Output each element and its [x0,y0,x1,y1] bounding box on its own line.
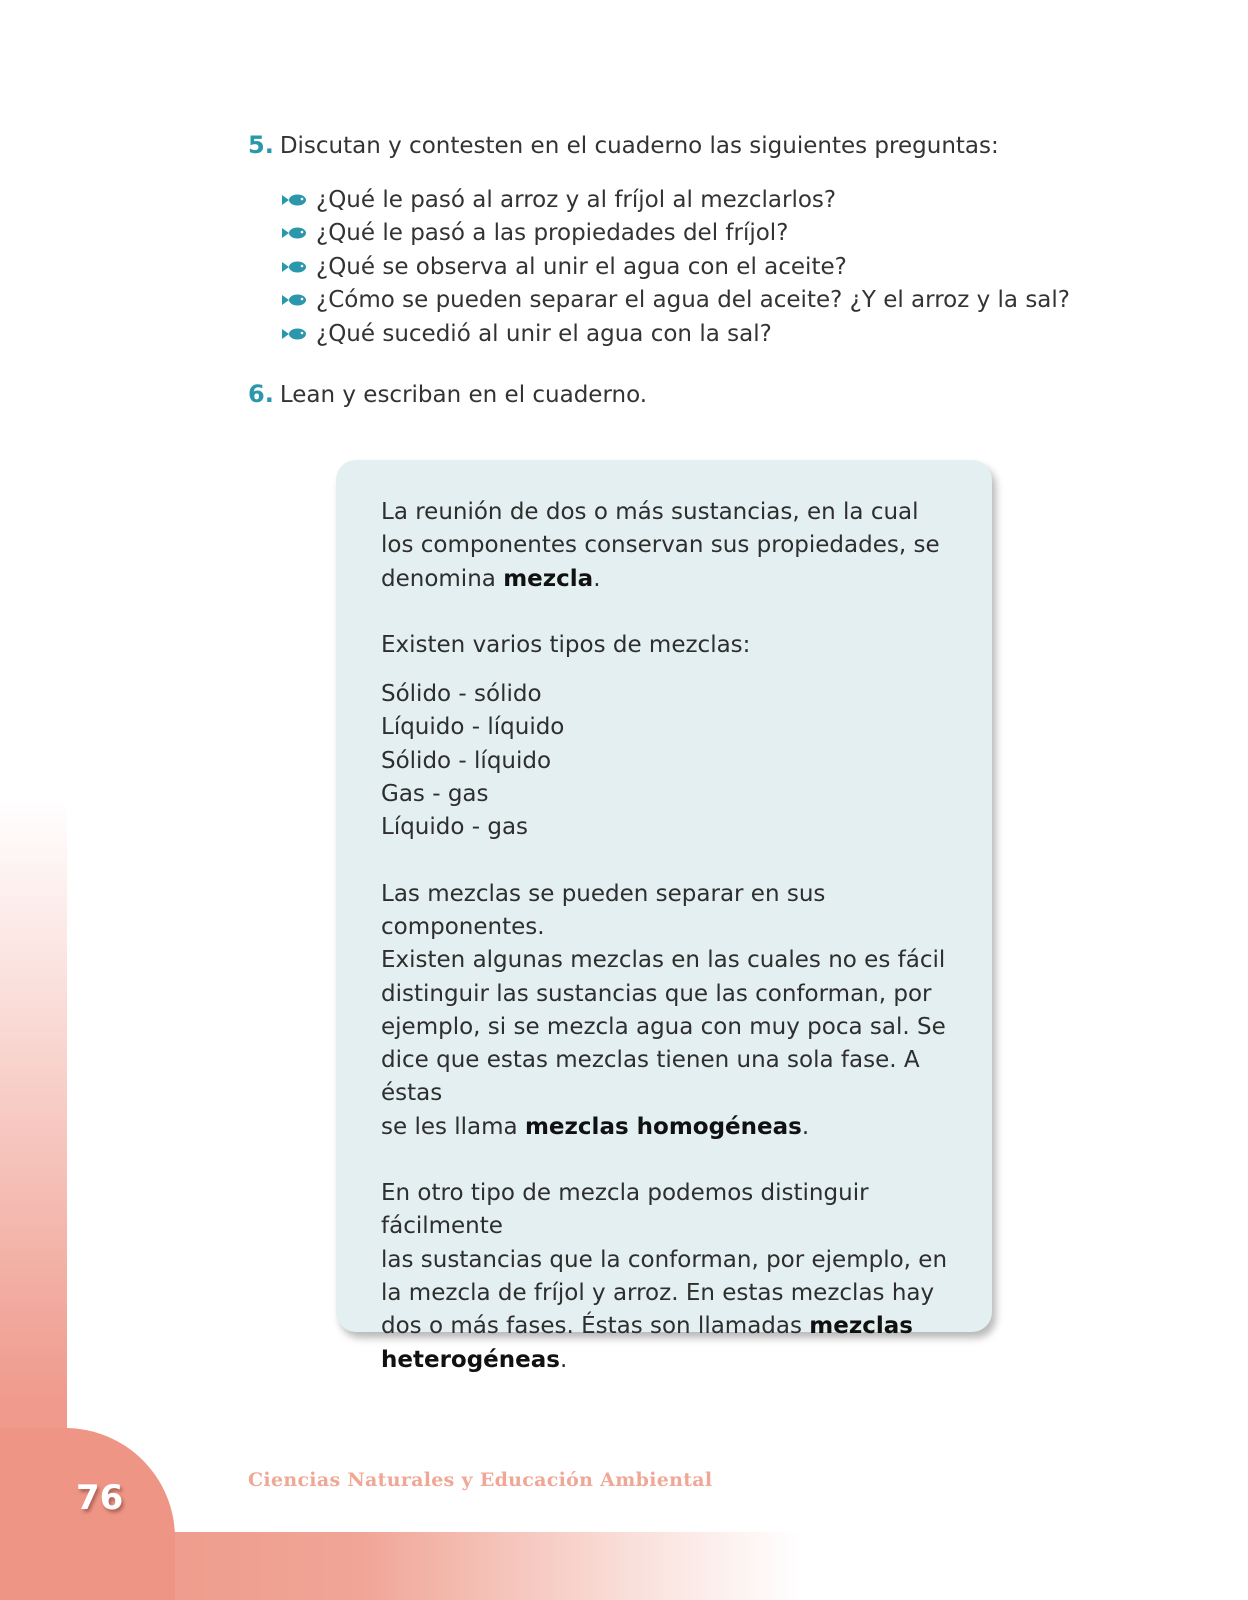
box-line [381,1344,952,1377]
box-line [381,1310,952,1343]
fish-icon [281,193,307,207]
question-list [281,183,1070,351]
mixture-type: Líquido - líquido [381,714,565,741]
box-line: distinguir las sustancias que las conforman, por [381,980,932,1007]
list-item [281,250,1070,284]
footer-book-title: Ciencias Naturales y Educación Ambiental [248,1469,713,1491]
list-item-text: ¿Qué sucedió al unir el agua con la sal? [316,320,772,347]
box-text: dos o más fases. Éstas son llamadas [381,1313,810,1340]
box-text: . [593,565,601,592]
mixture-type: Sólido - líquido [381,747,552,774]
term-mezclas: mezclas [809,1313,913,1340]
question-5 [248,131,999,159]
box-line [381,563,952,596]
fish-icon [281,260,307,274]
box-line: las sustancias que la conforman, por ejemplo, en [381,1246,948,1273]
box-line: la mezcla de fríjol y arroz. En estas mezclas hay [381,1279,935,1306]
question-6-number: 6. [248,380,274,408]
list-item-text: ¿Qué le pasó al arroz y al fríjol al mezclarlos? [316,186,837,213]
box-line: ejemplo, si se mezcla agua con muy poca sal. Se [381,1013,946,1040]
box-text: denomina [381,565,504,592]
mixture-type: Líquido - gas [381,814,529,841]
box-line: En otro tipo de mezcla podemos distinguir fácilmente [381,1180,869,1240]
list-item [281,317,1070,351]
list-item [281,284,1070,318]
fish-icon [281,327,307,341]
box-line: Existen algunas mezclas en las cuales no es fácil [381,947,946,974]
definition-box [336,460,992,1373]
box-line: Las mezclas se pueden separar en sus componentes. [381,880,826,940]
fish-icon [281,293,307,307]
box-line [381,1111,952,1144]
mixture-type: Sólido - sólido [381,681,542,708]
box-line: La reunión de dos o más sustancias, en la cual [381,499,919,525]
list-item-text: ¿Cómo se pueden separar el agua del aceite? ¿Y el arroz y la sal? [316,287,1070,314]
box-text: . [801,1113,810,1140]
mixture-type: Gas - gas [381,781,489,808]
list-item [281,183,1070,217]
term-heterogeneas: heterogéneas [381,1346,560,1373]
page-number: 76 [76,1478,124,1518]
question-6-text: Lean y escriban en el cuaderno. [279,382,648,408]
term-mezcla: mezcla [503,565,594,592]
box-text: se les llama [381,1113,525,1140]
box-text: . [559,1346,568,1373]
list-item-text: ¿Qué se observa al unir el agua con el aceite? [316,253,847,280]
fish-icon [281,226,307,240]
list-item [281,217,1070,251]
question-6 [248,380,647,408]
term-homogeneas: mezclas homogéneas [524,1113,802,1140]
question-5-number: 5. [248,131,274,159]
list-item-text: ¿Qué le pasó a las propiedades del fríjol? [316,220,789,247]
box-line: los componentes conservan sus propiedades, se [381,532,940,559]
box-line: Existen varios tipos de mezclas: [381,631,751,658]
question-5-text: Discutan y contesten en el cuaderno las siguientes preguntas: [279,133,999,159]
box-line: dice que estas mezclas tienen una sola fase. A éstas [381,1047,920,1107]
